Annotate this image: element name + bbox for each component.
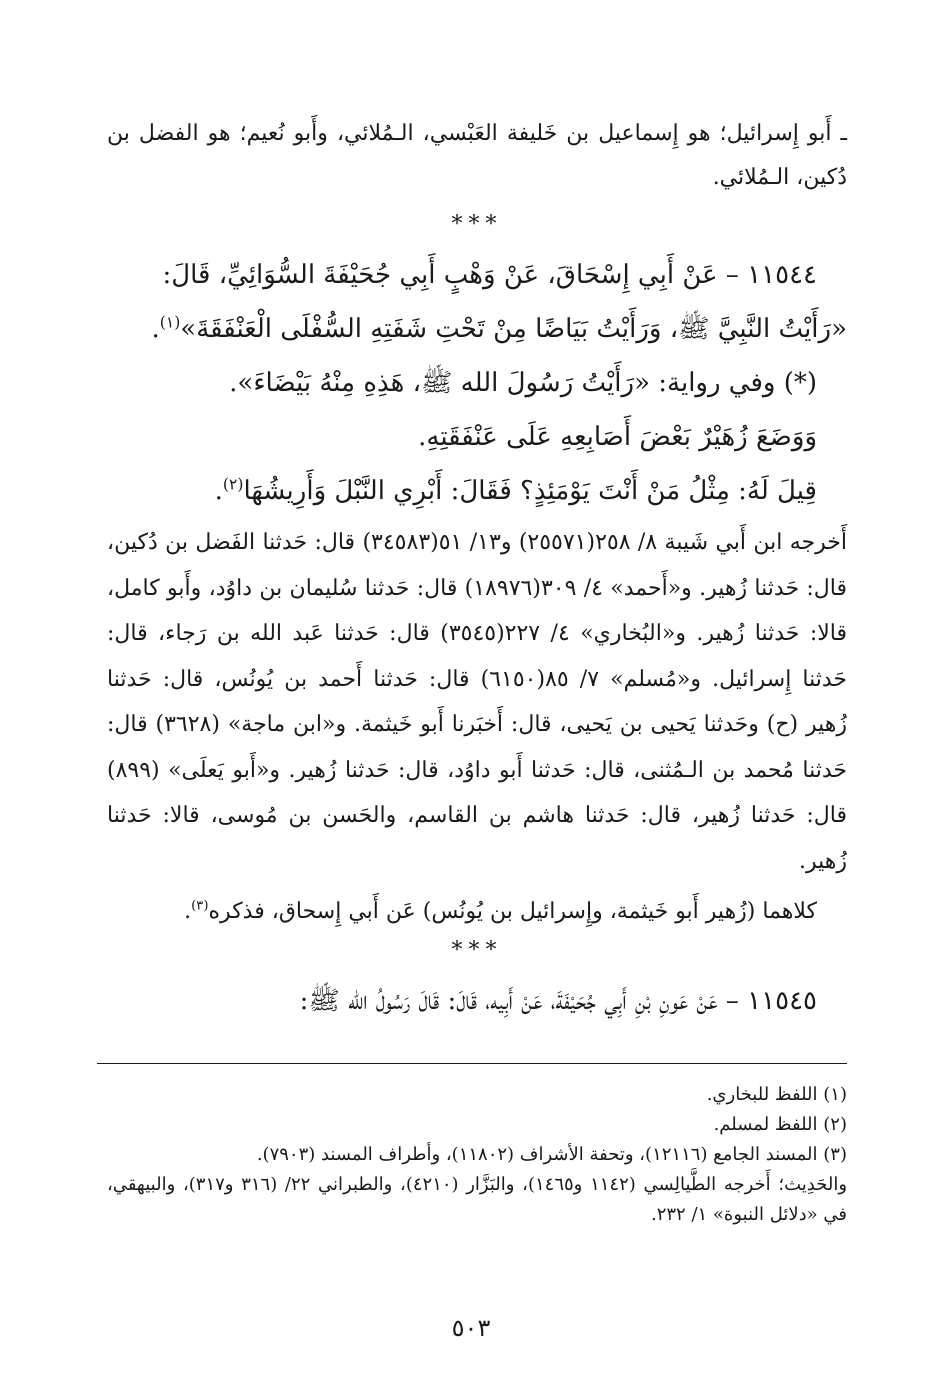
hadith-11545-text: – عَنْ عَونِ بْنِ أَبِي جُحَيْفَةَ، عَنْ أَبِيه، قَالَ: قَالَ رَسُولُ الله ﷺ:: [299, 986, 739, 1016]
footnotes: [107, 1080, 847, 1230]
narrator-note: ـ أَبو إِسرائيل؛ هو إِسماعيل بن خَليفة العَبْسي، الـمُلائي، وأَبو نُعيم؛ هو الفضل بن دُكين، الـمُلائي.: [107, 121, 847, 190]
hadith-line-zuhair: وَوَضَعَ زُهَيْرٌ بَعْضَ أَصَابِعِهِ عَلَى عَنْفَقَتِهِ.: [418, 422, 817, 452]
section-separator: ***: [451, 212, 503, 237]
takhrij-text: أَخرجه ابن أَبي شَيبة ٨/ ٢٥٨(٢٥٥٧١) و١٣/ ٥١(٣٤٥٨٣) قال: حَدثنا الفَضل بن دُكين، قال: حَدثنا زُهير. و«أَحمد» ٤/ ٣٠٩(١٨٩٧٦) قال: حَدثنا سُليمان بن داوُد، وأَبو كامل، قالا: حَدثنا زُهير. و«البُخاري» ٤/ ٢٢٧(٣٥٤٥) قال: حَدثنا عَبد الله بن رَجاء، قال: حَدثنا إِسرائيل. و«مُسلم» ٧/ ٨٥(٦١٥٠) قال: حَدثنا أَحمد بن يُونُس، قال: حَدثنا زُهير (ح) وحَدثنا يَحيى بن يَحيى، قال: أَخبَرنا أَبو خَيثمة. و«ابن ماجة» (٣٦٢٨) قال: حَدثنا مُحمد بن الـمُثنى، قال: حَدثنا أَبو داوُد، قال: حَدثنا زُهير. و«أَبو يَعلَى» (٨٩٩) قال: حَدثنا زُهير، قال: حَدثنا هاشم بن القاسم، والحَسن بن مُوسى، قالا: حَدثنا زُهير.: [107, 530, 848, 874]
section-separator-2: ***: [451, 938, 503, 963]
hadith-isnad-line: [107, 248, 847, 302]
hadith-question-text: قِيلَ لَهُ: مِثْلُ مَنْ أَنْتَ يَوْمَئِذٍ؟ فَقَالَ: أَبْرِي النَّبْلَ وَأَرِيشُهَا: [243, 476, 817, 506]
hadith-line-question: قِيلَ لَهُ: مِثْلُ مَنْ أَنْتَ يَوْمَئِذٍ؟ فَقَالَ: أَبْرِي النَّبْلَ وَأَرِيشُهَا$^{(٢)}$.: [214, 475, 817, 506]
hadith-11544: [107, 248, 847, 518]
footnote-ref-2[interactable]: (٢): [222, 475, 244, 494]
footnote-2: (٢) اللفظ لمسلم.: [713, 1114, 847, 1135]
footnote-3: (٣) المسند الجامع (١٢١١٦)، وتحفة الأشراف (١١٨٠٢)، وأطراف المسند (٧٩٠٣).: [256, 1144, 847, 1165]
footnote-ref-3[interactable]: (٣): [191, 898, 209, 914]
hadith-riwaya: (*) وفي رواية: «رَأَيْتُ رَسُولَ الله ﷺ، هَذِهِ مِنْهُ بَيْضَاءَ».: [229, 368, 817, 398]
takhrij-paragraph: [107, 520, 847, 884]
hadith-11545: [107, 974, 847, 1028]
hadith-number-2: ١١٥٤٥: [747, 986, 817, 1016]
main-text-column: [107, 112, 847, 1028]
hadith-number: ١١٥٤٤: [747, 260, 817, 290]
page-number: ٥٠٣: [451, 1314, 491, 1342]
footnote-1: (١) اللفظ للبخاري.: [706, 1084, 847, 1105]
hadith-isnad: – عَنْ أَبِي إِسْحَاقَ، عَنْ وَهْبٍ أَبِي جُحَيْفَةَ السُّوَائِيِّ، قَالَ:: [162, 260, 739, 290]
footnote-3-body: والحَدِيث؛ أَخرجه الطَّيالِسي (١١٤٢ و١٤٦٥)، والبَزَّار (٤٢١٠)، والطبراني ٢٢/ (٣١٦ و٣١٧)، والبيهقي، في «دلائل النبوة» ١/ ٢٣٢.: [107, 1174, 848, 1225]
hadith-matn: «رَأَيْتُ النَّبِيَّ ﷺ، وَرَأَيْتُ بَيَاضًا مِنْ تَحْتِ شَفَتِهِ السُّفْلَى الْعَنْفَقَةَ»$^{(١)}$.: [151, 313, 847, 344]
hadith-matn-text: «رَأَيْتُ النَّبِيَّ ﷺ، وَرَأَيْتُ بَيَاضًا مِنْ تَحْتِ شَفَتِهِ السُّفْلَى الْعَنْفَقَةَ»: [180, 314, 847, 344]
kilahuma-line: كلاهما (زُهير أَبو خَيثمة، وإِسرائيل بن يُونُس) عَن أَبي إِسحاق، فذكره$^{(٣)}$.: [184, 898, 817, 924]
footnote-ref-1[interactable]: (١): [159, 313, 181, 332]
kilahuma-text: كلاهما (زُهير أَبو خَيثمة، وإِسرائيل بن يُونُس) عَن أَبي إِسحاق، فذكره: [208, 899, 817, 924]
footnote-divider: [97, 1063, 847, 1064]
